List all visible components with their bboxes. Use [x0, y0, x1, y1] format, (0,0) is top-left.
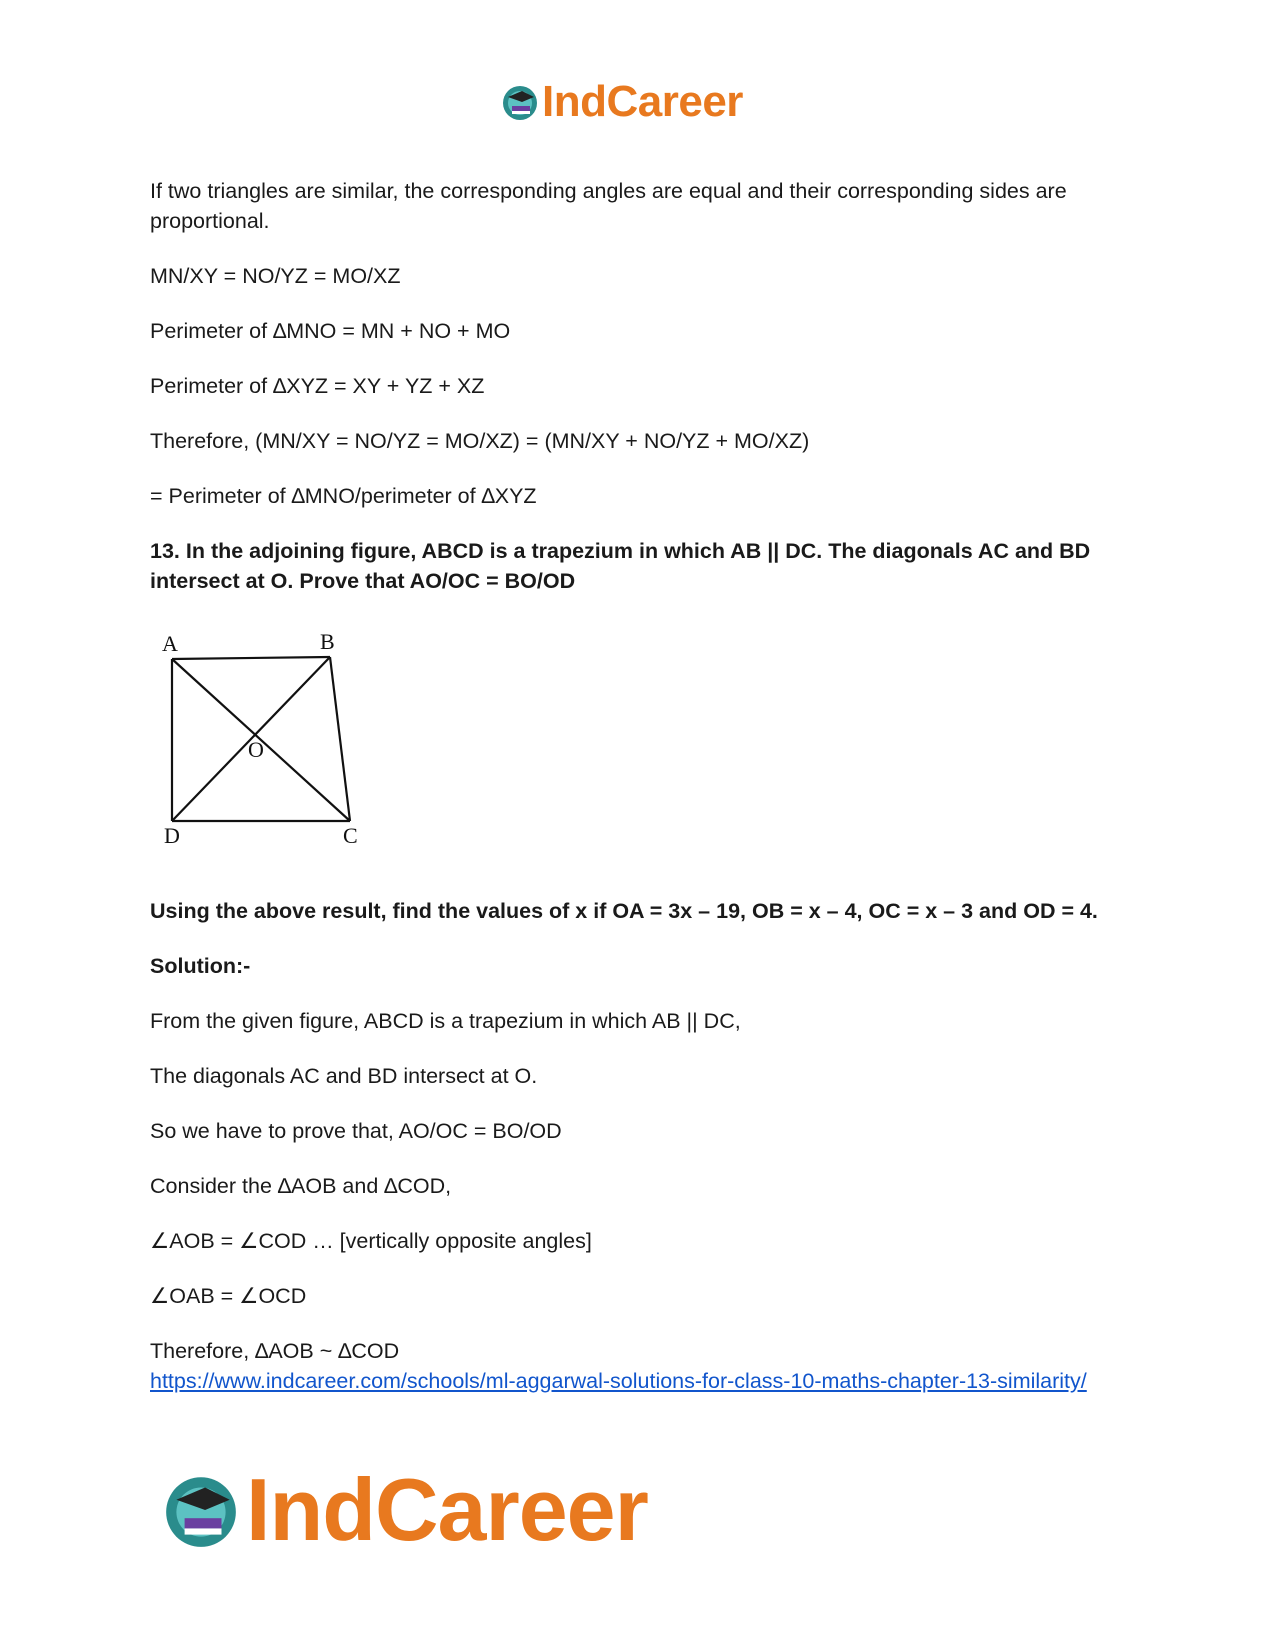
solution-line: Consider the ∆AOB and ∆COD, [150, 1174, 452, 1198]
side-bc [330, 657, 350, 821]
solution-line: Therefore, ∆AOB ~ ∆COD [150, 1339, 400, 1363]
vertex-label-a: A [162, 631, 178, 656]
solution-line: ∠OAB = ∠OCD [150, 1284, 307, 1308]
paragraph: Perimeter of ∆MNO = MN + NO + MO [150, 319, 511, 343]
solution-heading: Solution:- [150, 954, 251, 978]
vertex-label-c: C [343, 823, 358, 848]
solution-line: The diagonals AC and BD intersect at O. [150, 1064, 538, 1088]
paragraph: Perimeter of ∆XYZ = XY + YZ + XZ [150, 374, 485, 398]
paragraph: = Perimeter of ∆MNO/perimeter of ∆XYZ [150, 484, 537, 508]
footer-logo-text: IndCareer [246, 1460, 648, 1559]
solution-line: So we have to prove that, AO/OC = BO/OD [150, 1119, 562, 1143]
paragraph: MN/XY = NO/YZ = MO/XZ [150, 264, 401, 288]
question-13: 13. In the adjoining figure, ABCD is a trapezium in which AB || DC. The diagonals AC and BD intersect at O. Prove that AO/OC = BO/OD [150, 539, 1091, 593]
side-ab [172, 657, 330, 659]
page-content [150, 176, 1130, 1396]
header-logo [500, 78, 743, 126]
vertex-label-d: D [164, 823, 180, 848]
trapezium-figure [150, 629, 380, 859]
solution-line: ∠AOB = ∠COD … [vertically opposite angles] [150, 1229, 592, 1253]
vertex-label-o: O [248, 737, 264, 762]
vertex-label-b: B [320, 629, 335, 654]
paragraph: If two triangles are similar, the corresponding angles are equal and their corresponding sides are proportional. [150, 179, 1067, 233]
paragraph: Therefore, (MN/XY = NO/YZ = MO/XZ) = (MN/XY + NO/YZ + MO/XZ) [150, 429, 810, 453]
question-13-part-2: Using the above result, find the values of x if OA = 3x – 19, OB = x – 4, OC = x – 3 and OD = 4. [150, 899, 1098, 923]
header-logo-text: IndCareer [542, 77, 743, 126]
logo-globe-icon [500, 82, 540, 122]
source-link[interactable]: https://www.indcareer.com/schools/ml-aggarwal-solutions-for-class-10-maths-chapter-13-similarity/ [150, 1369, 1087, 1393]
logo-globe-icon [160, 1469, 242, 1551]
footer-logo [160, 1460, 648, 1559]
solution-line: From the given figure, ABCD is a trapezium in which AB || DC, [150, 1009, 741, 1033]
